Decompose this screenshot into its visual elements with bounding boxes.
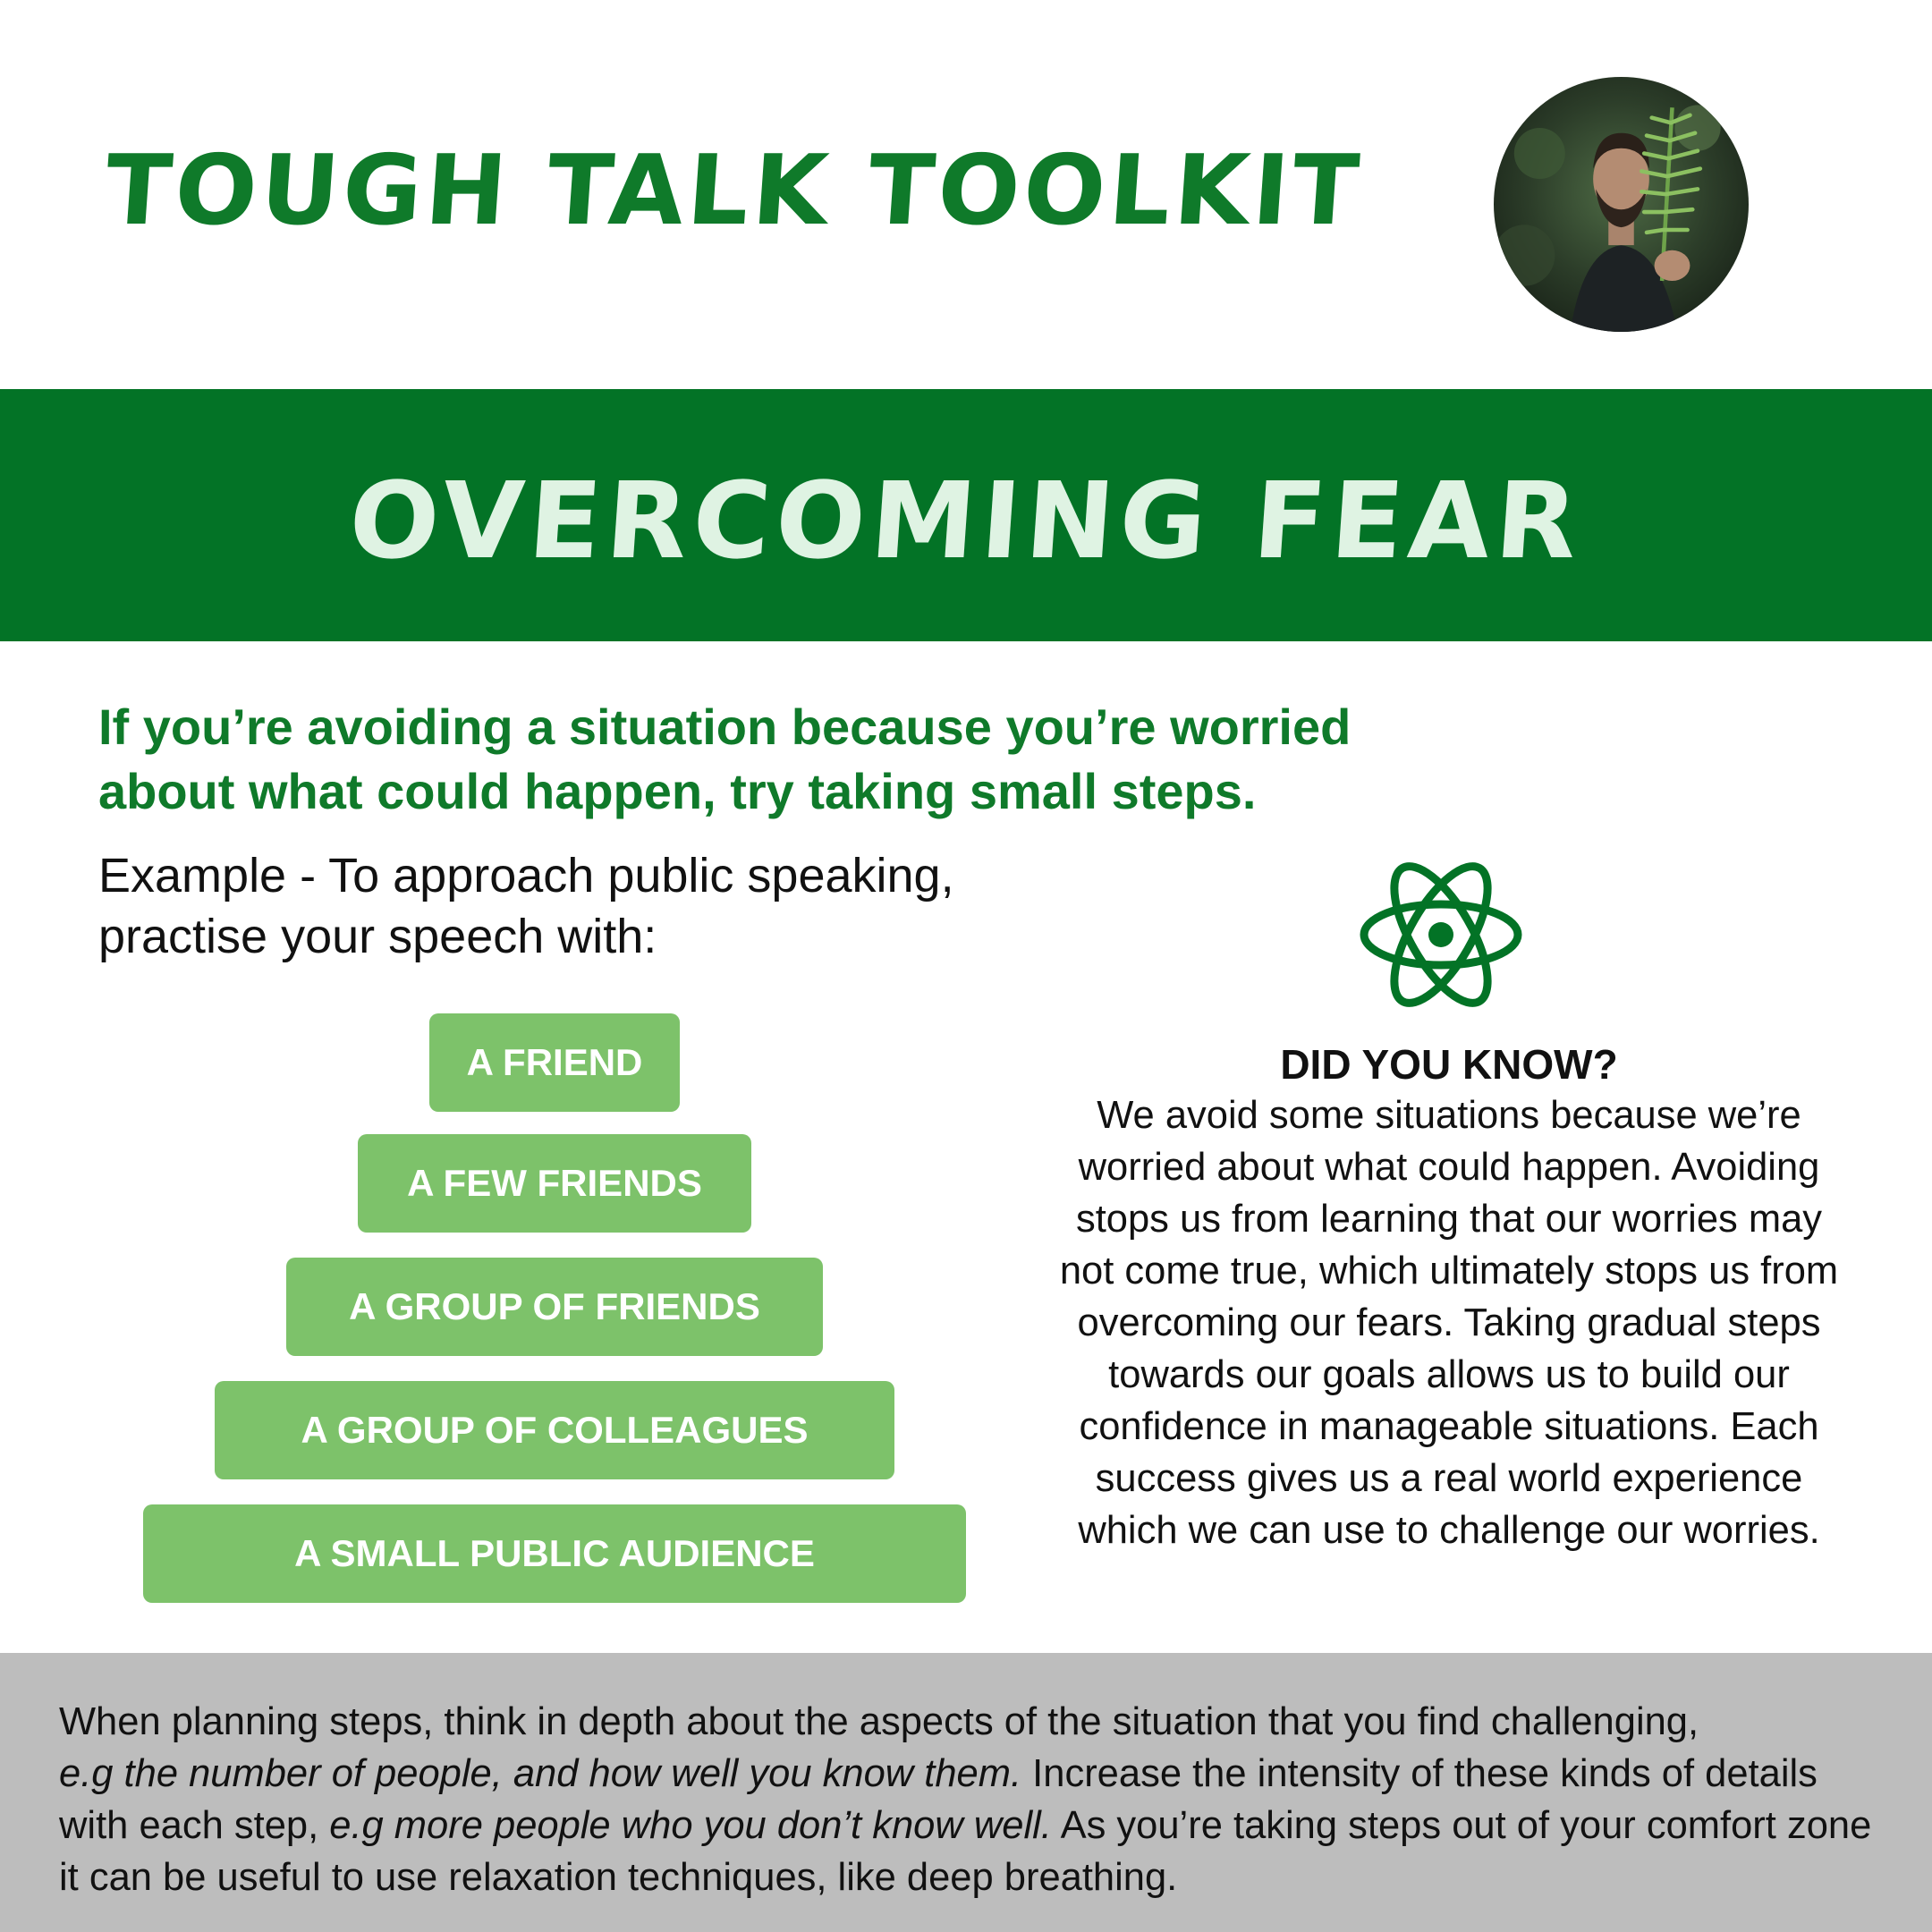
footer-example-1: e.g the number of people, and how well you know them. <box>59 1752 1022 1795</box>
did-you-know-heading: DID YOU KNOW? <box>1280 1041 1618 1088</box>
footer-text-part1: When planning steps, think in depth about the aspects of the situation that you find challenging, <box>59 1700 1699 1743</box>
step-small-public-audience: A SMALL PUBLIC AUDIENCE <box>143 1504 966 1603</box>
banner <box>0 389 1932 641</box>
example-text: Example - To approach public speaking, practise your speech with: <box>98 849 954 963</box>
footer-text-part5: As you’re taking steps out of your comfort zone it can be useful to use relaxation techniques, like deep breathing. <box>59 1804 1872 1899</box>
atom-icon <box>1356 845 1526 1024</box>
footer-text-part3: Increase the intensity of these kinds of details with each step, <box>59 1752 1818 1847</box>
step-group-of-colleagues: A GROUP OF COLLEAGUES <box>215 1381 894 1479</box>
brand-title: TOUGH TALK TOOLKIT <box>101 135 1366 247</box>
step-few-friends: A FEW FRIENDS <box>358 1134 751 1233</box>
step-group-of-friends: A GROUP OF FRIENDS <box>286 1258 823 1356</box>
banner-title: OVERCOMING FEAR <box>345 459 1587 582</box>
footer-example-2: e.g more people who you don’t know well. <box>329 1804 1052 1847</box>
footer-panel <box>0 1653 1932 1932</box>
avatar <box>1494 77 1749 332</box>
intro-text: If you’re avoiding a situation because you’re worried about what could happen, try taking small steps. <box>98 699 1352 819</box>
footer-text <box>59 1696 1893 1903</box>
step-friend: A FRIEND <box>429 1013 680 1112</box>
did-you-know-body: We avoid some situations because we’re worried about what could happen. Avoiding stops us from learning that our worries may not come true, which ultimately stops us from overcoming our fears. Taking gradual steps towards our goals allows us to build our confidence in manageable situations. Each success gives us a real world experience which we can use to challenge our worries. <box>1059 1094 1839 1552</box>
